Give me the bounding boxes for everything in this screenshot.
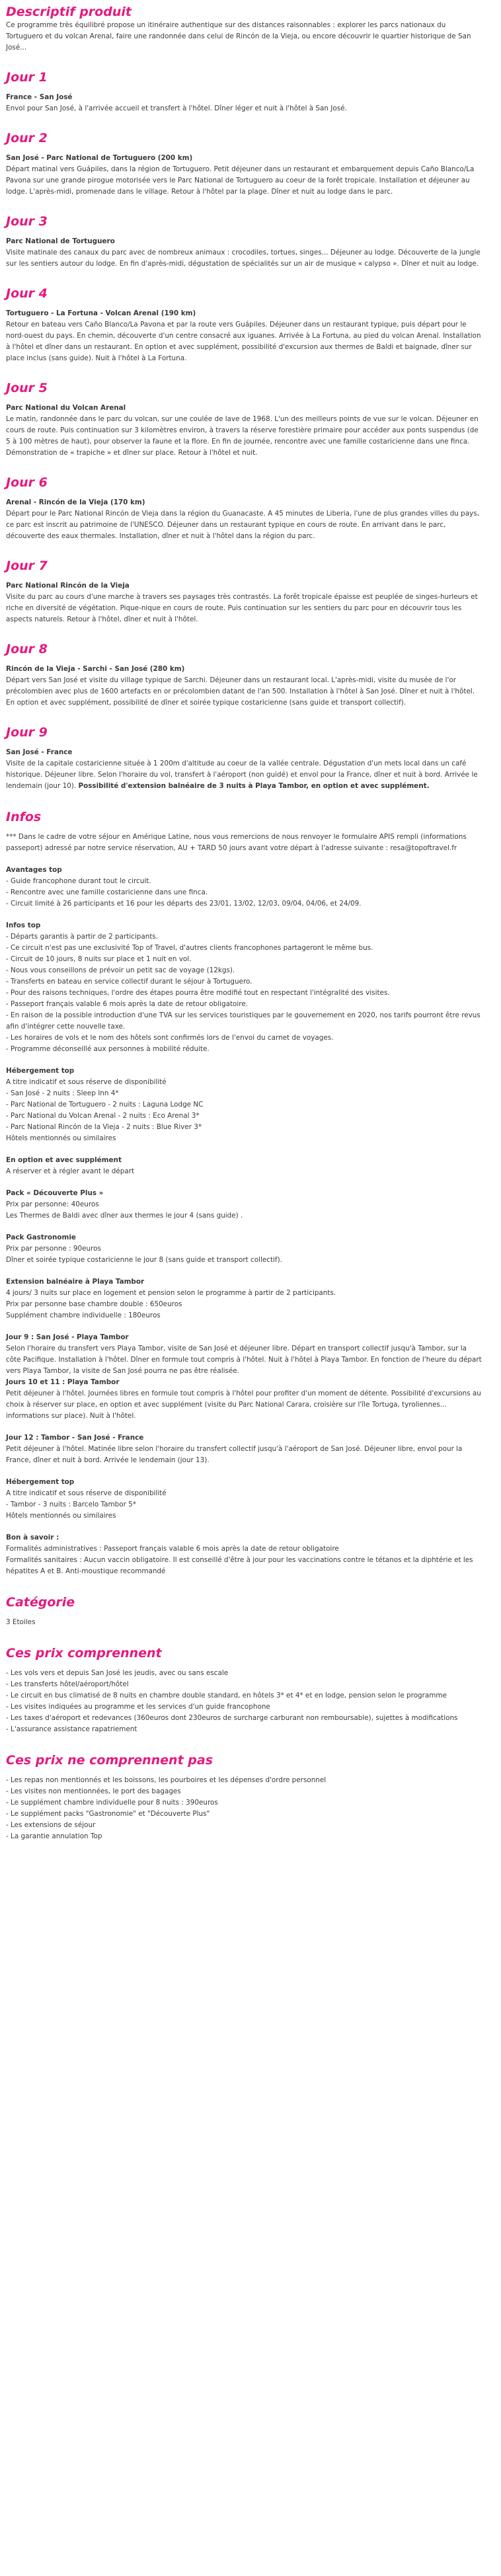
info-line: Petit déjeuner à l'hôtel. Matinée libre selon l'horaire du transfert collectif jusqu'à l'aéroport de San José. Déjeuner libre, envol pour la France, dîner et nuit à bord. Arrivée le lendemain (jour 13).: [6, 1445, 463, 1464]
info-line: Selon l'horaire du transfert vers Playa Tambor, visite de San José et déjeuner libre. Départ en transport collectif jusqu'à Tambor, sur la côte Pacifique. Installation à l'hôtel. Dîner en formule tout compris à l'hôtel. Nuit à l'hôtel à Playa Tambor. En fonction de l'heure du départ vers Playa Tambor, la visite de San José pourra ne pas être réalisée.: [6, 1345, 482, 1375]
description-text: Ce programme très équilibré propose un itinéraire authentique sur des distances raisonnables : explorer les parcs nationaux du Tortuguero et du volcan Arenal, faire une randonnée dans celui de Rincón de la Vieja, ou encore découvrir le quartier historique de San José...: [6, 21, 471, 52]
day-text: Visite du parc au cours d'une marche à travers ses paysages très contrastés. La forêt tropicale épaisse est peuplée de singes-hurleurs et riche en diversité de végétation. Pique-nique en cours de route. Puis continuation sur les sentiers du parc pour en découvrir tous les aspects naturels. Retour à l'hôtel, dîner et nuit à l'hôtel.: [6, 593, 478, 623]
info-block-title: Infos top: [6, 921, 41, 929]
info-line: - San José - 2 nuits : Sleep Inn 4*: [6, 1089, 119, 1097]
day-text: Envol pour San José, à l'arrivée accueil et transfert à l'hôtel. Dîner léger et nuit à l'hôtel à San José.: [6, 104, 347, 112]
day-subtitle: France - San José: [6, 93, 73, 101]
prix-ne-comprennent-heading: Ces prix ne comprennent pas: [6, 1753, 213, 1768]
info-block-title: Jour 9 : San José - Playa Tambor: [6, 1333, 129, 1341]
info-block: [6, 1155, 482, 1177]
info-block: [6, 1066, 482, 1144]
info-line: - Circuit limité à 26 participants et 16 pour les départs des 23/01, 13/02, 12/03, 09/04, 04/06, et 24/09.: [6, 900, 362, 908]
categorie-section: [6, 1594, 482, 1628]
list-item: - Les vols vers et depuis San José les jeudis, avec ou sans escale: [6, 1669, 229, 1677]
day-text: Départ pour le Parc National Rincón de Vieja dans la région du Guanacaste. A 45 minutes de Liberia, l'une de plus grandes villes du pays, ce parc est inscrit au patrimoine de l'UNESCO. Déjeuner dans un restaurant typique en cours de route. En arrivant dans le parc, découverte des eaux thermales. Installation, dîner et nuit à l'hôtel dans la région du parc.: [6, 510, 480, 540]
info-line: - Passeport français valable 6 mois après la date de retour obligatoire.: [6, 1000, 249, 1008]
info-block: [6, 1276, 482, 1321]
prix-comprennent-list: [6, 1668, 482, 1735]
list-item: - Les visites non mentionnées, le port des bagages: [6, 1787, 181, 1795]
info-line: Dîner et soirée typique costaricienne le jour 8 (sans guide et transport collectif).: [6, 1256, 282, 1264]
day-2: [6, 130, 482, 198]
info-line: - Parc National du Volcan Arenal - 2 nuits : Eco Arenal 3*: [6, 1112, 200, 1120]
info-line: Formalités administratives : Passeport français valable 6 mois après la date de retour obligatoire: [6, 1545, 339, 1553]
info-block-title: Jours 10 et 11 : Playa Tambor: [6, 1378, 120, 1386]
list-item: - Le supplément packs "Gastronomie" et "Découverte Plus": [6, 1810, 210, 1818]
info-line: - Nous vous conseillons de prévoir un petit sac de voyage (12kgs).: [6, 966, 235, 974]
prix-ne-comprennent-section: [6, 1752, 482, 1842]
info-block-title: Pack « Découverte Plus »: [6, 1189, 104, 1197]
day-7: [6, 558, 482, 625]
info-line: Hôtels mentionnés ou similaires: [6, 1512, 116, 1520]
list-item: - L'assurance assistance rapatriement: [6, 1725, 137, 1733]
info-line: - Programme déconseillé aux personnes à mobilité réduite.: [6, 1045, 210, 1053]
info-block: [6, 1532, 482, 1577]
info-line: - Rencontre avec une famille costaricienne dans une finca.: [6, 888, 208, 896]
info-line: Hôtels mentionnés ou similaires: [6, 1134, 116, 1142]
day-heading: Jour 4: [6, 286, 48, 301]
day-heading: Jour 8: [6, 642, 48, 656]
info-block: [6, 920, 482, 1055]
info-line: A titre indicatif et sous réserve de disponibilité: [6, 1078, 167, 1086]
info-line: Prix par personne: 40euros: [6, 1200, 99, 1208]
day-4: [6, 286, 482, 364]
info-line: - Parc National de Tortuguero - 2 nuits : Laguna Lodge NC: [6, 1101, 204, 1109]
info-line: Les Thermes de Baldi avec dîner aux thermes le jour 4 (sans guide) .: [6, 1212, 243, 1220]
day-text: Départ matinal vers Guápiles, dans la région de Tortuguero. Petit déjeuner dans un restaurant et embarquement depuis Caño Blanco/La Pavona sur une grande pirogue motorisée vers le Parc National de Tortuguero au coeur de la forêt tropicale. Installation et déjeuner au lodge. L'après-midi, promenade dans le village. Retour à l'hôtel par la plage. Dîner et nuit au lodge dans le parc.: [6, 165, 475, 196]
info-block-title: Pack Gastronomie: [6, 1233, 76, 1241]
list-item: - Le circuit en bus climatisé de 8 nuits en chambre double standard, en hôtels 3* et 4* et en lodge, pension selon le programme: [6, 1692, 447, 1699]
info-line: - Départs garantis à partir de 2 participants.: [6, 933, 159, 941]
info-line: - Les horaires de vols et le nom des hôtels sont confirmés lors de l'envoi du carnet de voyages.: [6, 1034, 334, 1042]
info-line: - Guide francophone durant tout le circuit.: [6, 877, 151, 885]
info-line: - Tambor - 3 nuits : Barcelo Tambor 5*: [6, 1501, 136, 1508]
day-heading: Jour 3: [6, 214, 48, 229]
day-subtitle: San José - France: [6, 748, 73, 756]
info-line: Formalités sanitaires : Aucun vaccin obligatoire. Il est conseillé d'être à jour pour les vaccinations contre le tétanos et la diphtérie et les hépatites A et B. Anti-moustique recommandé: [6, 1556, 473, 1575]
info-block-title: Jour 12 : Tambor - San José - France: [6, 1434, 144, 1442]
info-block: [6, 1332, 482, 1422]
info-line: - Circuit de 10 jours, 8 nuits sur place et 1 nuit en vol.: [6, 955, 192, 963]
categorie-heading: Catégorie: [6, 1595, 75, 1610]
day-text: Retour en bateau vers Caño Blanco/La Pavona et par la route vers Guápiles. Déjeuner dans un restaurant typique, puis départ pour le nord-ouest du pays. En chemin, découverte d'un centre consacré aux iguanes. Arrivée à La Fortuna, au pied du volcan Arenal. Installation à l'hôtel et dîner dans un restaurant. En option et avec supplément, possibilité d'excursion aux thermes de Baldi et baignade, dîner sur place inclus (sans guide). Nuit à l'hôtel à La Fortuna.: [6, 321, 481, 362]
info-block-title: Hébergement top: [6, 1067, 75, 1075]
info-block-title: Extension balnéaire à Playa Tambor: [6, 1278, 145, 1286]
info-block: [6, 1477, 482, 1522]
info-block: [6, 865, 482, 910]
day-subtitle: San José - Parc National de Tortuguero (200 km): [6, 154, 193, 162]
day-subtitle: Parc National de Tortuguero: [6, 237, 115, 245]
prix-comprennent-heading: Ces prix comprennent: [6, 1646, 162, 1660]
day-9: [6, 724, 482, 792]
info-block-title: Avantages top: [6, 866, 62, 874]
day-heading: Jour 2: [6, 131, 48, 145]
info-line: - Ce circuit n'est pas une exclusivité Top of Travel, d'autres clients francophones partageront le même bus.: [6, 944, 373, 952]
day-text: Départ vers San José et visite du village typique de Sarchi. Déjeuner dans un restaurant local. L'après-midi, visite du musée de l'or précolombien avec plus de 1600 artefacts en or précolombien datant de l'an 500. Installation à l'hôtel à San José. Dîner et nuit à l'hôtel. En option et avec supplément, possibilité de dîner et soirée typique costaricienne (sans guide et transport collectif).: [6, 676, 475, 707]
infos-heading: Infos: [6, 810, 42, 824]
day-heading: Jour 9: [6, 725, 48, 740]
day-text: [6, 758, 482, 792]
list-item: - Les repas non mentionnés et les boissons, les pourboires et les dépenses d'ordre personnel: [6, 1776, 327, 1784]
list-item: - Les extensions de séjour: [6, 1821, 96, 1829]
info-block-title: Bon à savoir :: [6, 1534, 59, 1542]
info-line: Supplément chambre individuelle : 180euros: [6, 1311, 161, 1319]
day-text-main: Visite de la capitale costaricienne située à 1 200m d'altitude au coeur de la vallée centrale. Dégustation d'un mets local dans un café historique. Déjeuner libre. Selon l'horaire du vol, transfert à l'aéroport (non guidé) et envol pour la France, dîner et nuit à bord. Arrivée le lendemain (jour 10).: [6, 760, 478, 790]
prix-comprennent-section: [6, 1645, 482, 1735]
description-section: [6, 0, 482, 54]
list-item: - La garantie annulation Top: [6, 1832, 102, 1840]
day-text: Visite matinale des canaux du parc avec de nombreux animaux : crocodiles, tortues, singes... Déjeuner au lodge. Découverte de la jungle sur les sentiers autour du lodge. En fin d'après-midi, dégustation de spécialités sur un air de musique « calypso ». Dîner et nuit au lodge.: [6, 249, 481, 268]
day-subtitle: Parc National Rincón de la Vieja: [6, 582, 130, 590]
info-line: - Parc National Rincón de la Vieja - 2 nuits : Blue River 3*: [6, 1123, 202, 1131]
info-line: 4 jours/ 3 nuits sur place en logement et pension selon le programme à partir de 2 participants.: [6, 1289, 336, 1297]
day-6: [6, 475, 482, 542]
prix-ne-comprennent-list: [6, 1775, 482, 1842]
info-block: [6, 1188, 482, 1222]
infos-section: [6, 809, 482, 1577]
day-heading: Jour 5: [6, 381, 48, 395]
infos-intro: *** Dans le cadre de votre séjour en Amérique Latine, nous vous remercions de nous renvoyer le formulaire APIS rempli (informations passeport) adressé par notre service réservation, AU + TARD 50 jours avant votre départ à l'adresse suivante : resa@topoftravel.fr: [6, 833, 467, 852]
list-item: - Les transferts hôtel/aéroport/hôtel: [6, 1680, 129, 1688]
info-block-title: En option et avec supplément: [6, 1156, 122, 1164]
info-line: - Transferts en bateau en service collectif durant le séjour à Tortuguero.: [6, 978, 252, 986]
day-3: [6, 214, 482, 270]
day-1: [6, 69, 482, 114]
info-line: Prix par personne : 90euros: [6, 1245, 101, 1253]
info-line: A titre indicatif et sous réserve de disponibilité: [6, 1489, 167, 1497]
day-text: Le matin, randonnée dans le parc du volcan, sur une coulée de lave de 1968. L'un des meilleurs points de vue sur le volcan. Déjeuner en cours de route. Puis continuation sur 3 kilomètres environ, à travers la réserve forestière primaire pour accéder aux ponts suspendus (de 5 à 100 mètres de haut), pour observer la faune et la flore. En fin de journée, rencontre avec une famille costaricienne dans une finca. Démonstration de « trapiche » et dîner sur place. Retour à l'hôtel et nuit.: [6, 415, 479, 457]
info-line: A réserver et à régler avant le départ: [6, 1167, 135, 1175]
day-heading: Jour 1: [6, 70, 48, 85]
list-item: - Les taxes d'aéroport et redevances (360euros dont 230euros de surcharge carburant non remboursable), sujettes à modifications: [6, 1714, 458, 1722]
day-subtitle: Tortuguero - La Fortuna - Volcan Arenal (190 km): [6, 309, 196, 317]
day-subtitle: Parc National du Volcan Arenal: [6, 404, 126, 412]
list-item: - Les visites indiquées au programme et les services d'un guide francophone: [6, 1703, 270, 1711]
extension-note: Possibilité d'extension balnéaire de 3 nuits à Playa Tambor, en option et avec supplément.: [78, 782, 430, 790]
info-blocks: [6, 865, 482, 1577]
info-line: Prix par personne base chambre double : 650euros: [6, 1300, 182, 1308]
day-heading: Jour 7: [6, 559, 48, 573]
day-heading: Jour 6: [6, 475, 48, 490]
info-block: [6, 1232, 482, 1266]
day-5: [6, 380, 482, 459]
categorie-value: 3 Etoiles: [6, 1618, 36, 1626]
day-subtitle: Arenal - Rincón de la Vieja (170 km): [6, 498, 145, 506]
list-item: - Le supplément chambre individuelle pour 8 nuits : 390euros: [6, 1799, 218, 1807]
info-line: - En raison de la possible introduction d'une TVA sur les services touristiques par le gouvernement en 2020, nos tarifs pourront être revus afin d'intégrer cette nouvelle taxe.: [6, 1011, 481, 1031]
info-block: [6, 1432, 482, 1466]
description-heading: Descriptif produit: [6, 5, 132, 19]
info-block-title: Hébergement top: [6, 1478, 75, 1486]
day-subtitle: Rincón de la Vieja - Sarchi - San José (280 km): [6, 665, 185, 673]
info-line: Petit déjeuner à l'hôtel. Journées libres en formule tout compris à l'hôtel pour profiter d'un moment de détente. Possibilité d'excursions au choix à réserver sur place, en option et avec supplément (visite du Parc National Carara, croisière sur l'île Tortuga, tyroliennes... informations sur place). Nuit à l'hôtel.: [6, 1389, 481, 1420]
info-line: - Pour des raisons techniques, l'ordre des étapes pourra être modifié tout en respectant l'intégralité des visites.: [6, 989, 390, 997]
day-8: [6, 641, 482, 709]
